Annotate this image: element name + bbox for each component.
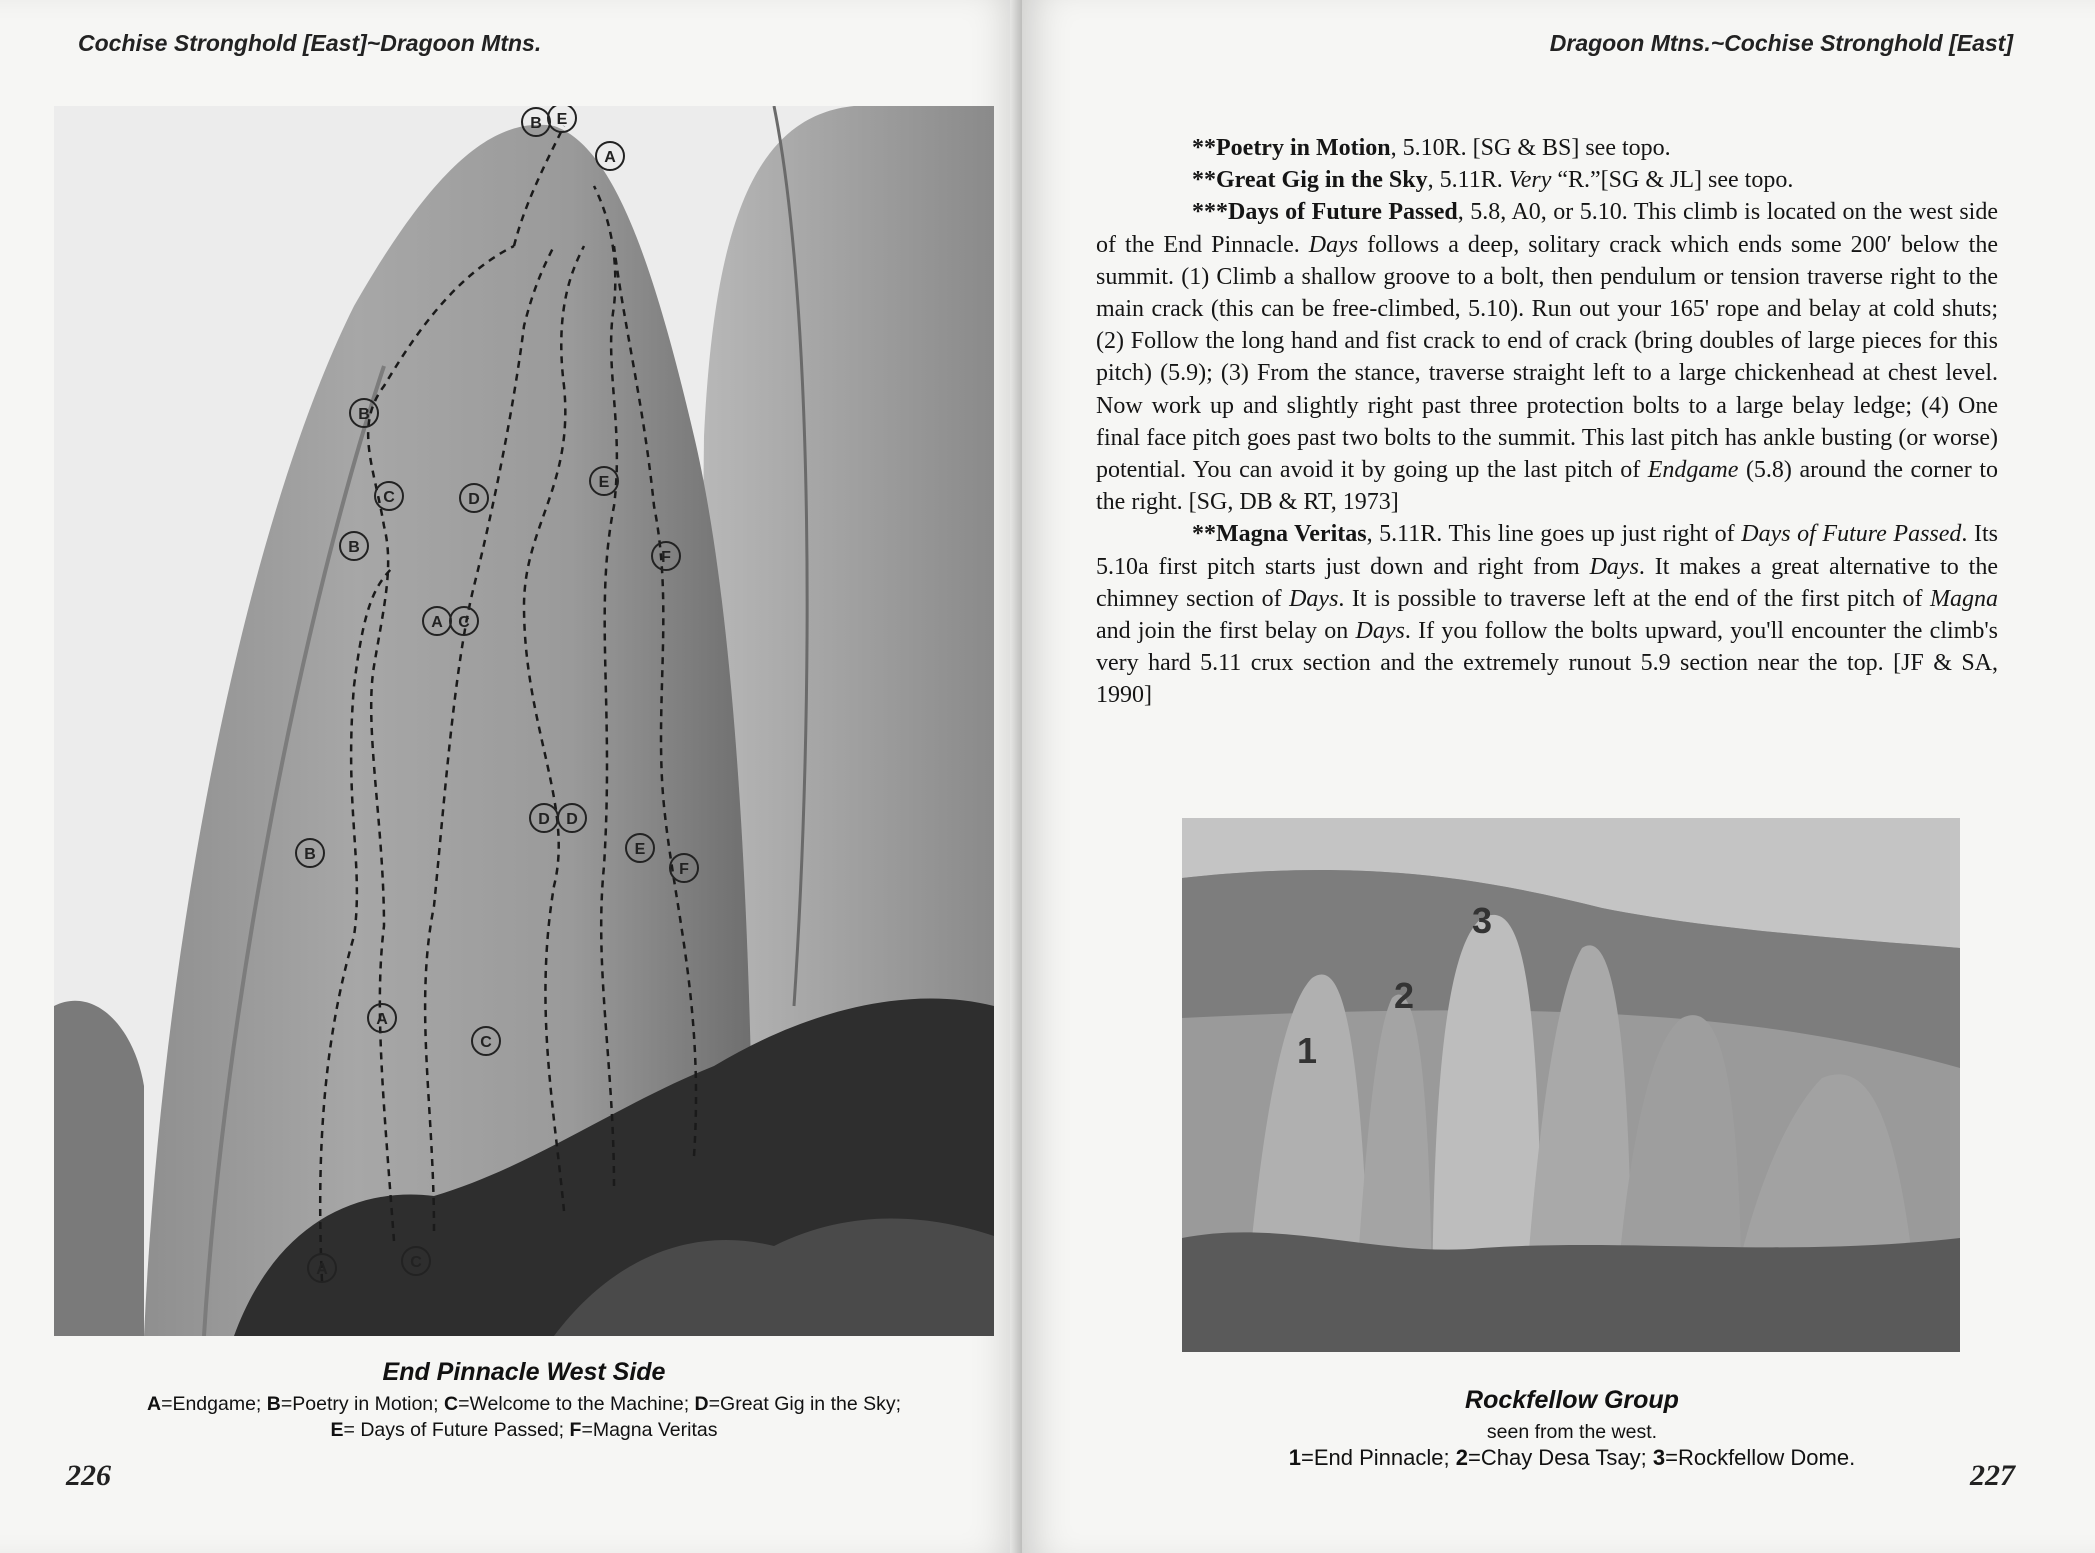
svg-text:B: B	[358, 406, 370, 423]
svg-text:C: C	[383, 489, 395, 506]
figure-caption-rockfellow	[1142, 1386, 2002, 1471]
end-pinnacle-topo-photo	[54, 106, 994, 1336]
route-entry: **Great Gig in the Sky, 5.11R. Very “R.”[SG & JL] see topo.	[1192, 167, 1794, 194]
topo-label-a: A	[316, 1261, 328, 1278]
svg-text:E: E	[556, 111, 568, 128]
svg-text:A: A	[604, 149, 616, 166]
svg-text:A: A	[376, 1011, 388, 1028]
running-head-left: Cochise Stronghold [East]~Dragoon Mtns.	[78, 30, 542, 56]
svg-text:B: B	[304, 846, 316, 863]
legend-line-2: E= Days of Future Passed; F=Magna Veritas	[330, 1419, 718, 1441]
legend-line: 1=End Pinnacle; 2=Chay Desa Tsay; 3=Rockfellow Dome.	[1288, 1445, 1856, 1470]
svg-text:D: D	[538, 811, 550, 828]
svg-text:D: D	[566, 811, 578, 828]
svg-text:C: C	[480, 1034, 492, 1051]
svg-text:E: E	[598, 474, 610, 491]
svg-text:B: B	[530, 115, 542, 132]
route-descriptions	[1096, 132, 1998, 712]
svg-text:A: A	[431, 614, 443, 631]
page-number-left: 226	[66, 1459, 111, 1492]
figure-caption-end-pinnacle	[54, 1358, 994, 1443]
rockfellow-group-photo	[1182, 818, 1960, 1352]
svg-text:D: D	[468, 491, 480, 508]
right-page	[1022, 0, 2095, 1553]
route-entry: ***Days of Future Passed, 5.8, A0, or 5.10. This climb is located on the west side of the End Pinnacle. Days follows a deep, solitary crack which ends some 200′ below the summit. (1) Climb a shallow groove to a bolt, then pendulum or tension traverse right to the main crack (this can be free-climbed, 5.10). Run out your 165' rope and belay at cold shuts; (2) Follow the long hand and fist crack to end of crack (bring doubles of large pieces for this pitch) (5.9); (3) From the stance, traverse straight left to a large chickenhead at chest level. Now work up and slightly right past three protection bolts to a large belay ledge; (4) One final face pitch goes past two bolts to the summit. This last pitch has ankle busting (or worse) potential. You can avoid it by going up the last pitch of Endgame (5.8) around the corner to the right. [SG, DB & RT, 1973]	[1096, 199, 1999, 516]
svg-text:B: B	[348, 539, 360, 556]
page-number-right: 227	[1970, 1459, 2015, 1492]
figure-subtitle: seen from the west.	[1486, 1421, 1658, 1443]
photo-label-2: 2	[1394, 975, 1415, 1016]
photo-label-1: 1	[1297, 1030, 1318, 1071]
route-entry: **Magna Veritas, 5.11R. This line goes up just right of Days of Future Passed. Its 5.10a first pitch starts just down and right from Days. It makes a great alternative to the chimney section of Days. It is possible to traverse left at the end of the first pitch of Magna and join the first belay on Days. If you follow the bolts upward, you'll encounter the climb's very hard 5.11 crux section and the extremely runout 5.9 section near the top. [JF & SA, 1990]	[1096, 521, 1999, 709]
left-page	[0, 0, 1020, 1553]
svg-text:F: F	[661, 549, 671, 566]
svg-text:E: E	[634, 841, 646, 858]
svg-text:F: F	[679, 861, 689, 878]
route-entry: **Poetry in Motion, 5.10R. [SG & BS] see topo.	[1192, 135, 1671, 161]
photo-label-3: 3	[1472, 900, 1493, 941]
legend-line-1: A=Endgame; B=Poetry in Motion; C=Welcome to the Machine; D=Great Gig in the Sky;	[146, 1393, 902, 1415]
figure-title: Rockfellow Group	[1465, 1386, 1679, 1414]
figure-title: End Pinnacle West Side	[382, 1358, 666, 1386]
running-head-right: Dragoon Mtns.~Cochise Stronghold [East]	[1549, 30, 2013, 56]
svg-text:C: C	[458, 614, 470, 631]
svg-text:C: C	[410, 1254, 422, 1271]
